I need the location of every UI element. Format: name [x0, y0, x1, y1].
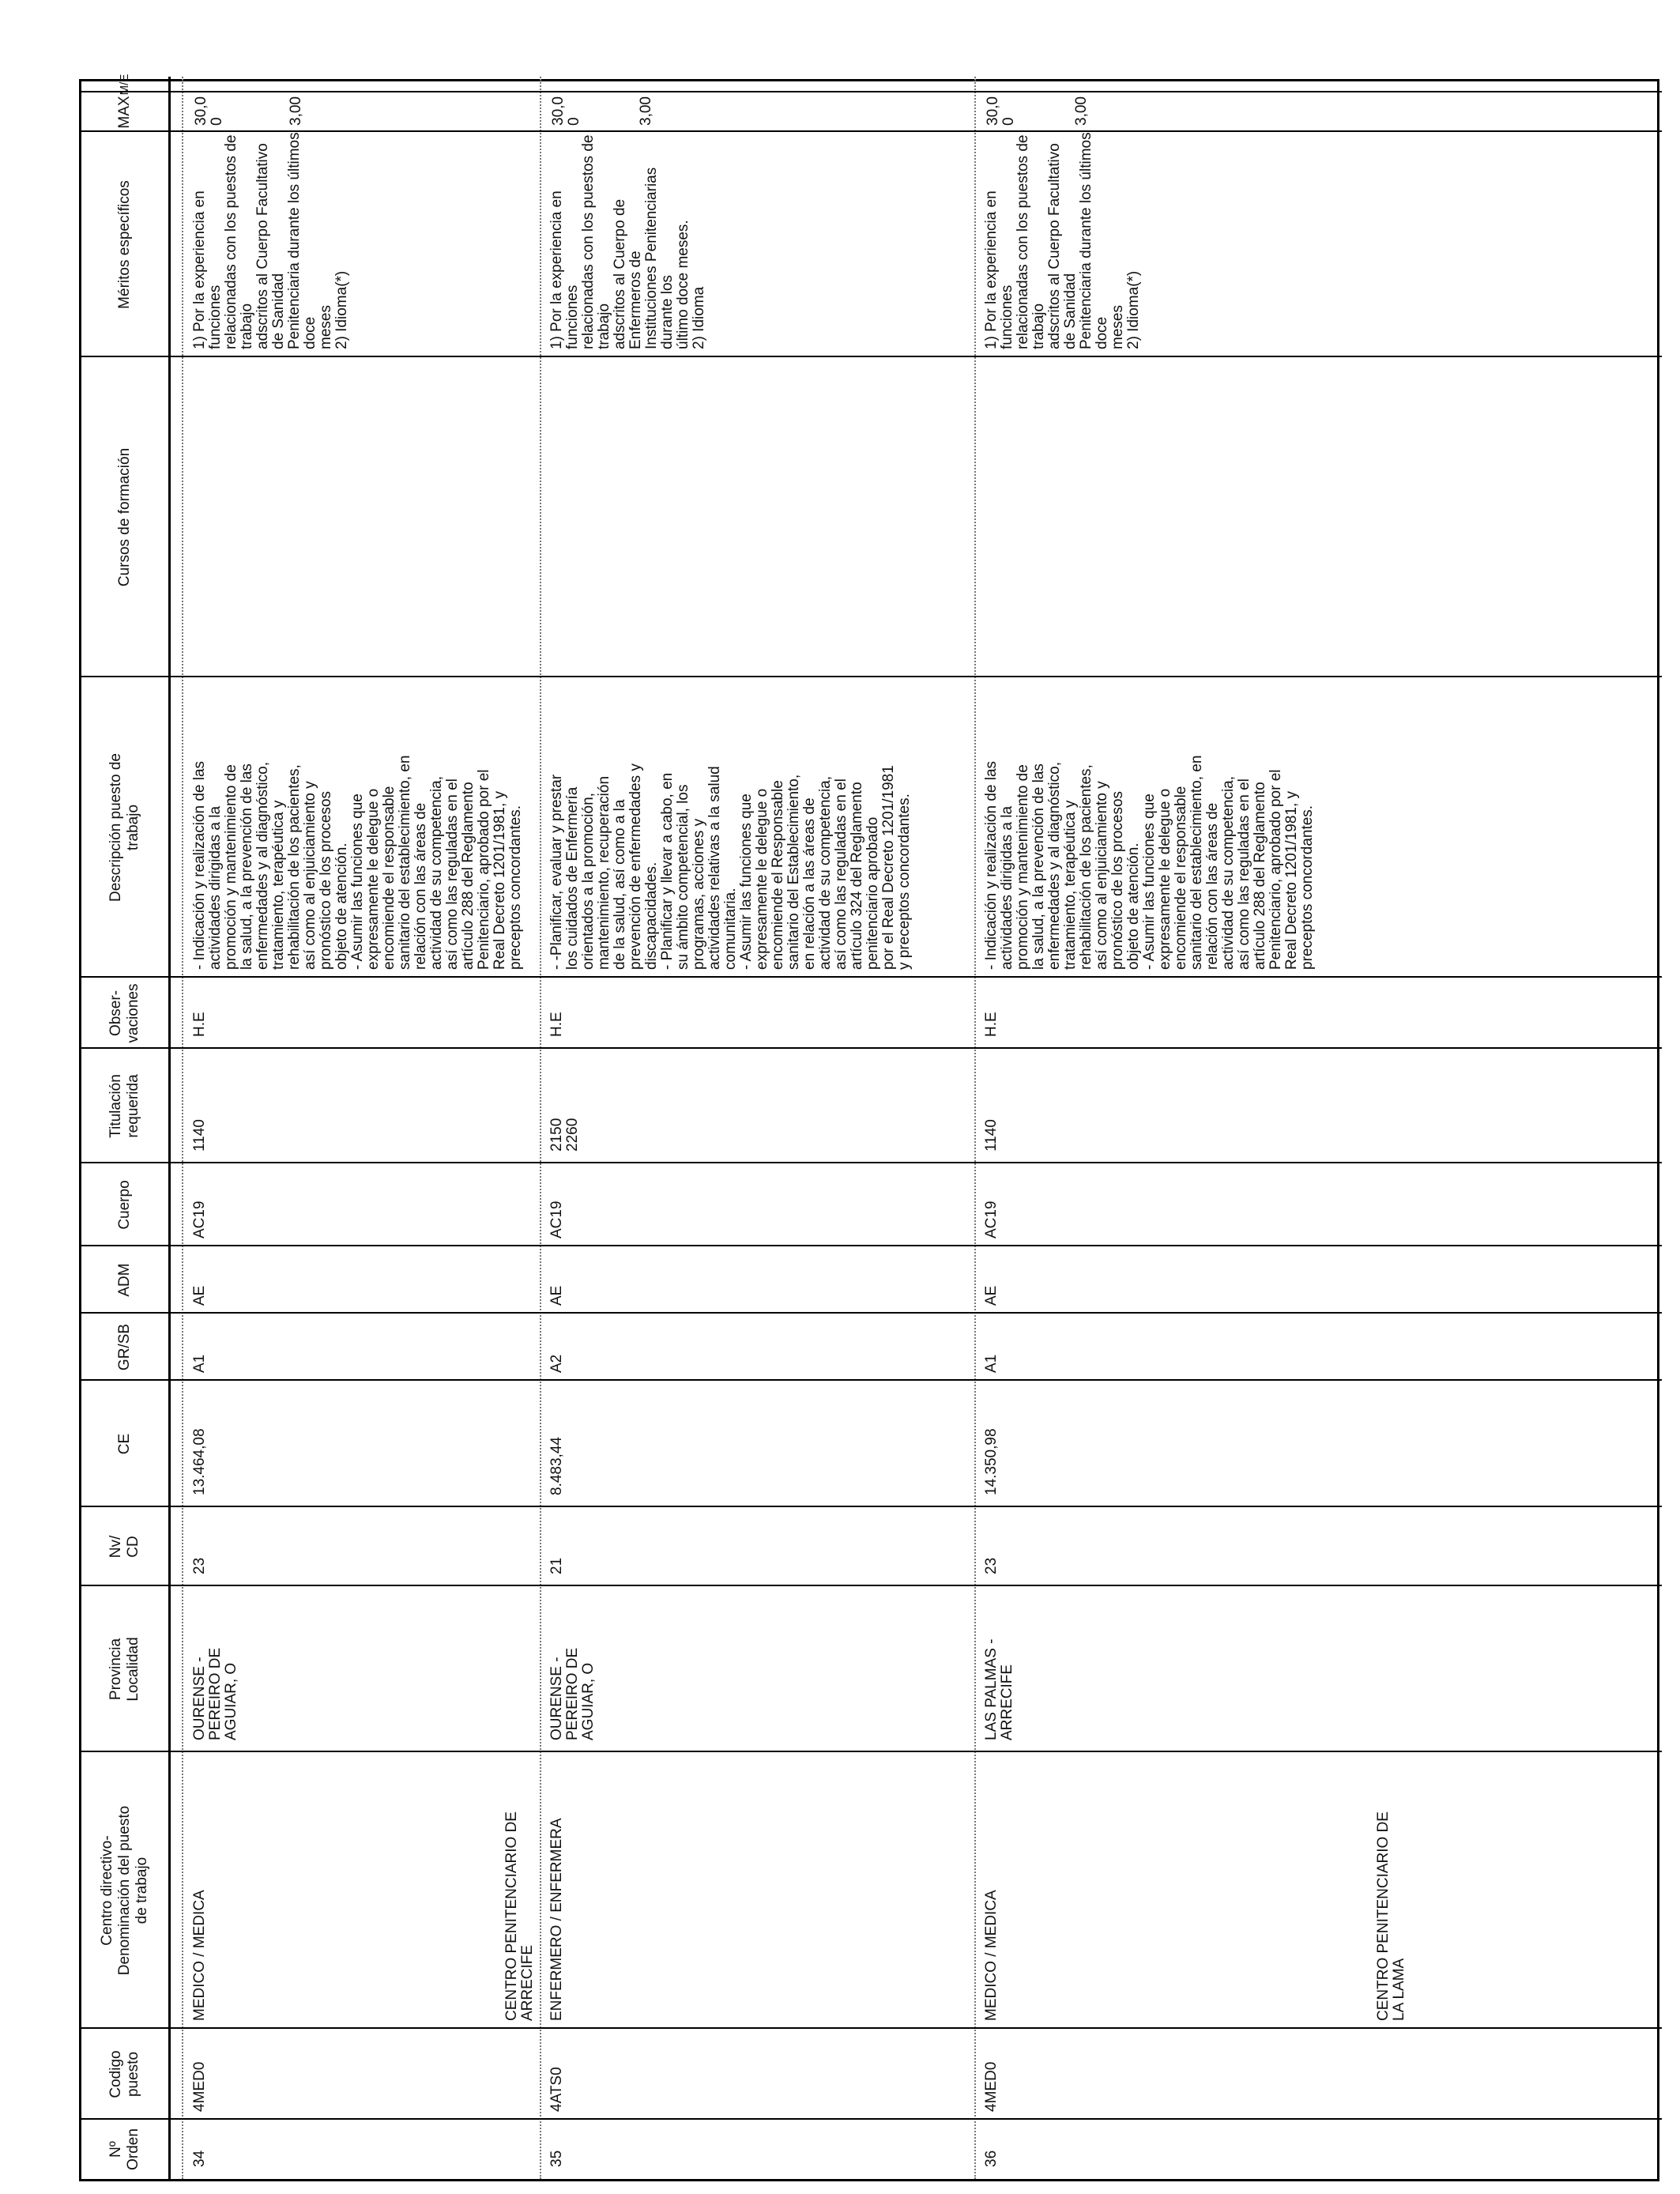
header-cursos: Cursos de formación: [116, 447, 133, 587]
row-centro-siguiente: CENTRO PENITENCIARIO DE LA LAMA: [1375, 1811, 1407, 2021]
column-divider: [81, 91, 1662, 92]
column-divider: [81, 2118, 1662, 2120]
row-meritos: 1) Por la experiencia en funciones relacionadas con los puestos de trabajo adscritos al Cuerpo Facultativo de Sanidad Penitenciaria durante los últimos doce meses 2) Idioma(*): [983, 132, 1142, 349]
row-provincia: LAS PALMAS - ARRECIFE: [983, 1638, 1015, 1740]
row-codigo: 4ATS0: [548, 2067, 565, 2112]
row-grsb: A2: [548, 1354, 565, 1373]
row-max-experiencia: 30,0 0: [985, 96, 1017, 126]
row-cuerpo: AC19: [548, 1201, 565, 1238]
column-divider: [81, 356, 1662, 357]
header-provincia: Provincia Localidad: [107, 1637, 141, 1702]
rotated-page: [79, 74, 1659, 2181]
row-max-experiencia: 30,0 0: [550, 96, 582, 126]
header-meritos: Méritos específicos: [116, 180, 133, 309]
header-grsb: GR/SB: [116, 1323, 133, 1371]
row-orden: 34: [191, 2150, 208, 2167]
header-centro: Centro directivo- Denominación del puesto de trabajo: [99, 1805, 150, 1976]
column-divider: [81, 1245, 1662, 1246]
header-max: MAX: [116, 96, 133, 129]
row-titulacion: 1140: [983, 1119, 1000, 1152]
row-provincia: OURENSE - PEREIRO DE AGUIAR, O: [548, 1647, 597, 1740]
row-separator: [974, 77, 976, 2179]
row-titulacion: 1140: [191, 1119, 208, 1152]
row-adm: AE: [191, 1285, 208, 1306]
column-divider: [81, 1312, 1662, 1314]
positions-table: [79, 74, 1659, 2181]
row-adm: AE: [548, 1285, 565, 1306]
header-observaciones: Obser- vaciones: [107, 983, 141, 1043]
row-codigo: 4MED0: [983, 2061, 1000, 2112]
row-titulacion: 2150 2260: [548, 1118, 581, 1152]
row-nvcd: 23: [983, 1557, 1000, 1574]
row-descripcion: - Indicación y realización de las actividades dirigidas a la promoción y mantenimiento de la salud, a la prevención de las enfermedades y al diagnóstico, tratamiento, terapéutica y rehabilitación de los pacientes, así como al enjuiciamiento y pronóstico de los procesos objeto de atención. - Asumir las funciones que expresamente le delegue o encomiende el responsable sanitario del establecimiento, en relación con las áreas de actividad de su competencia, así como las reguladas en el artículo 288 del Reglamento Penitenciario, aprobado por el Real Decreto 1201/1981, y preceptos concordantes.: [191, 755, 524, 970]
header-me: M/E: [118, 74, 131, 96]
column-divider: [81, 976, 1662, 978]
row-max-idioma: 3,00: [1073, 96, 1090, 126]
column-divider: [81, 1162, 1662, 1163]
row-denominacion: MEDICO / MEDICA: [191, 1890, 208, 2021]
row-provincia: OURENSE - PEREIRO DE AGUIAR, O: [191, 1647, 239, 1740]
header-nvcd: Nv/ CD: [107, 1535, 141, 1559]
row-centro-siguiente: CENTRO PENITENCIARIO DE ARRECIFE: [503, 1811, 536, 2021]
row-codigo: 4MED0: [191, 2061, 208, 2112]
row-descripcion: - Indicación y realización de las actividades dirigidas a la promoción y mantenimiento de la salud, a la prevención de las enfermedades y al diagnóstico, tratamiento, terapéutica y rehabilitación de los pacientes, así como al enjuiciamiento y pronóstico de los procesos objeto de atención. - Asumir las funciones que expresamente le delegue o encomiende el responsable sanitario del establecimiento, en relación con las áreas de actividad de su competencia, así como las reguladas en el artículo 288 del Reglamento Penitenciario, aprobado por el Real Decreto 1201/1981, y preceptos concordantes.: [983, 755, 1316, 970]
column-divider: [81, 1751, 1662, 1752]
row-max-idioma: 3,00: [288, 96, 304, 126]
column-divider: [81, 1506, 1662, 1507]
row-denominacion: MEDICO / MEDICA: [983, 1890, 1000, 2021]
column-divider: [81, 2027, 1662, 2029]
column-divider: [81, 1047, 1662, 1049]
row-nvcd: 21: [548, 1557, 565, 1574]
header-orden: Nº Orden: [107, 2128, 141, 2170]
row-meritos: 1) Por la experiencia en funciones relacionadas con los puestos de trabajo adscritos al Cuerpo Facultativo de Sanidad Penitenciaria durante los últimos doce meses 2) Idioma(*): [191, 132, 350, 349]
header-ce: CE: [116, 1433, 133, 1455]
row-denominacion: ENFERMERO / ENFERMERA: [548, 1818, 565, 2021]
row-max-experiencia: 30,0 0: [193, 96, 225, 126]
row-cuerpo: AC19: [983, 1201, 1000, 1238]
row-max-idioma: 3,00: [638, 96, 654, 126]
row-observaciones: H.E: [191, 1012, 208, 1037]
header-codigo: Codigo puesto: [107, 2050, 141, 2098]
row-adm: AE: [983, 1285, 1000, 1306]
row-orden: 35: [548, 2150, 565, 2167]
header-titulacion: Titulación requerida: [107, 1074, 141, 1138]
header-adm: ADM: [116, 1263, 133, 1297]
header-cuerpo: Cuerpo: [116, 1180, 133, 1230]
row-grsb: A1: [983, 1354, 1000, 1373]
row-meritos: 1) Por la experiencia en funciones relacionadas con los puestos de trabajo adscritos al Cuerpo de Enfermeros de Instituciones Penitenciarias durante los último doce meses. 2) Idioma: [548, 134, 707, 349]
row-separator: [182, 77, 183, 2179]
row-ce: 14.350,98: [983, 1428, 1000, 1495]
row-ce: 13.464,08: [191, 1428, 208, 1495]
row-observaciones: H.E: [548, 1012, 565, 1037]
row-descripcion: - -Planificar, evaluar y prestar los cuidados de Enfermería orientados a la promoción, mantenimiento, recuperación de la salud, así como a la prevención de enfermedades y discapacidades. - Planificar y llevar a cabo, en su ámbito competencial, los programas, acciones y actividades relativas a la salud comunitaria. - Asumir las funciones que expresamente le delegue o encomiende el Responsable sanitario del Establecimiento, en relación a las áreas de actividad de su competencia, así como las reguladas en el artículo 324 del Reglamento penitenciario aprobado por el Real Decreto 1201/1981 y preceptos concordantes.: [548, 763, 913, 970]
header-divider: [168, 77, 171, 2179]
row-separator: [540, 77, 541, 2179]
row-ce: 8.483,44: [548, 1437, 565, 1495]
header-descripcion: Descripción puesto de trabajo: [107, 753, 141, 902]
row-grsb: A1: [191, 1354, 208, 1373]
row-observaciones: H.E: [983, 1012, 1000, 1037]
row-nvcd: 23: [191, 1557, 208, 1574]
column-divider: [81, 1379, 1662, 1381]
row-cuerpo: AC19: [191, 1201, 208, 1238]
row-orden: 36: [983, 2150, 1000, 2167]
column-divider: [81, 1585, 1662, 1586]
